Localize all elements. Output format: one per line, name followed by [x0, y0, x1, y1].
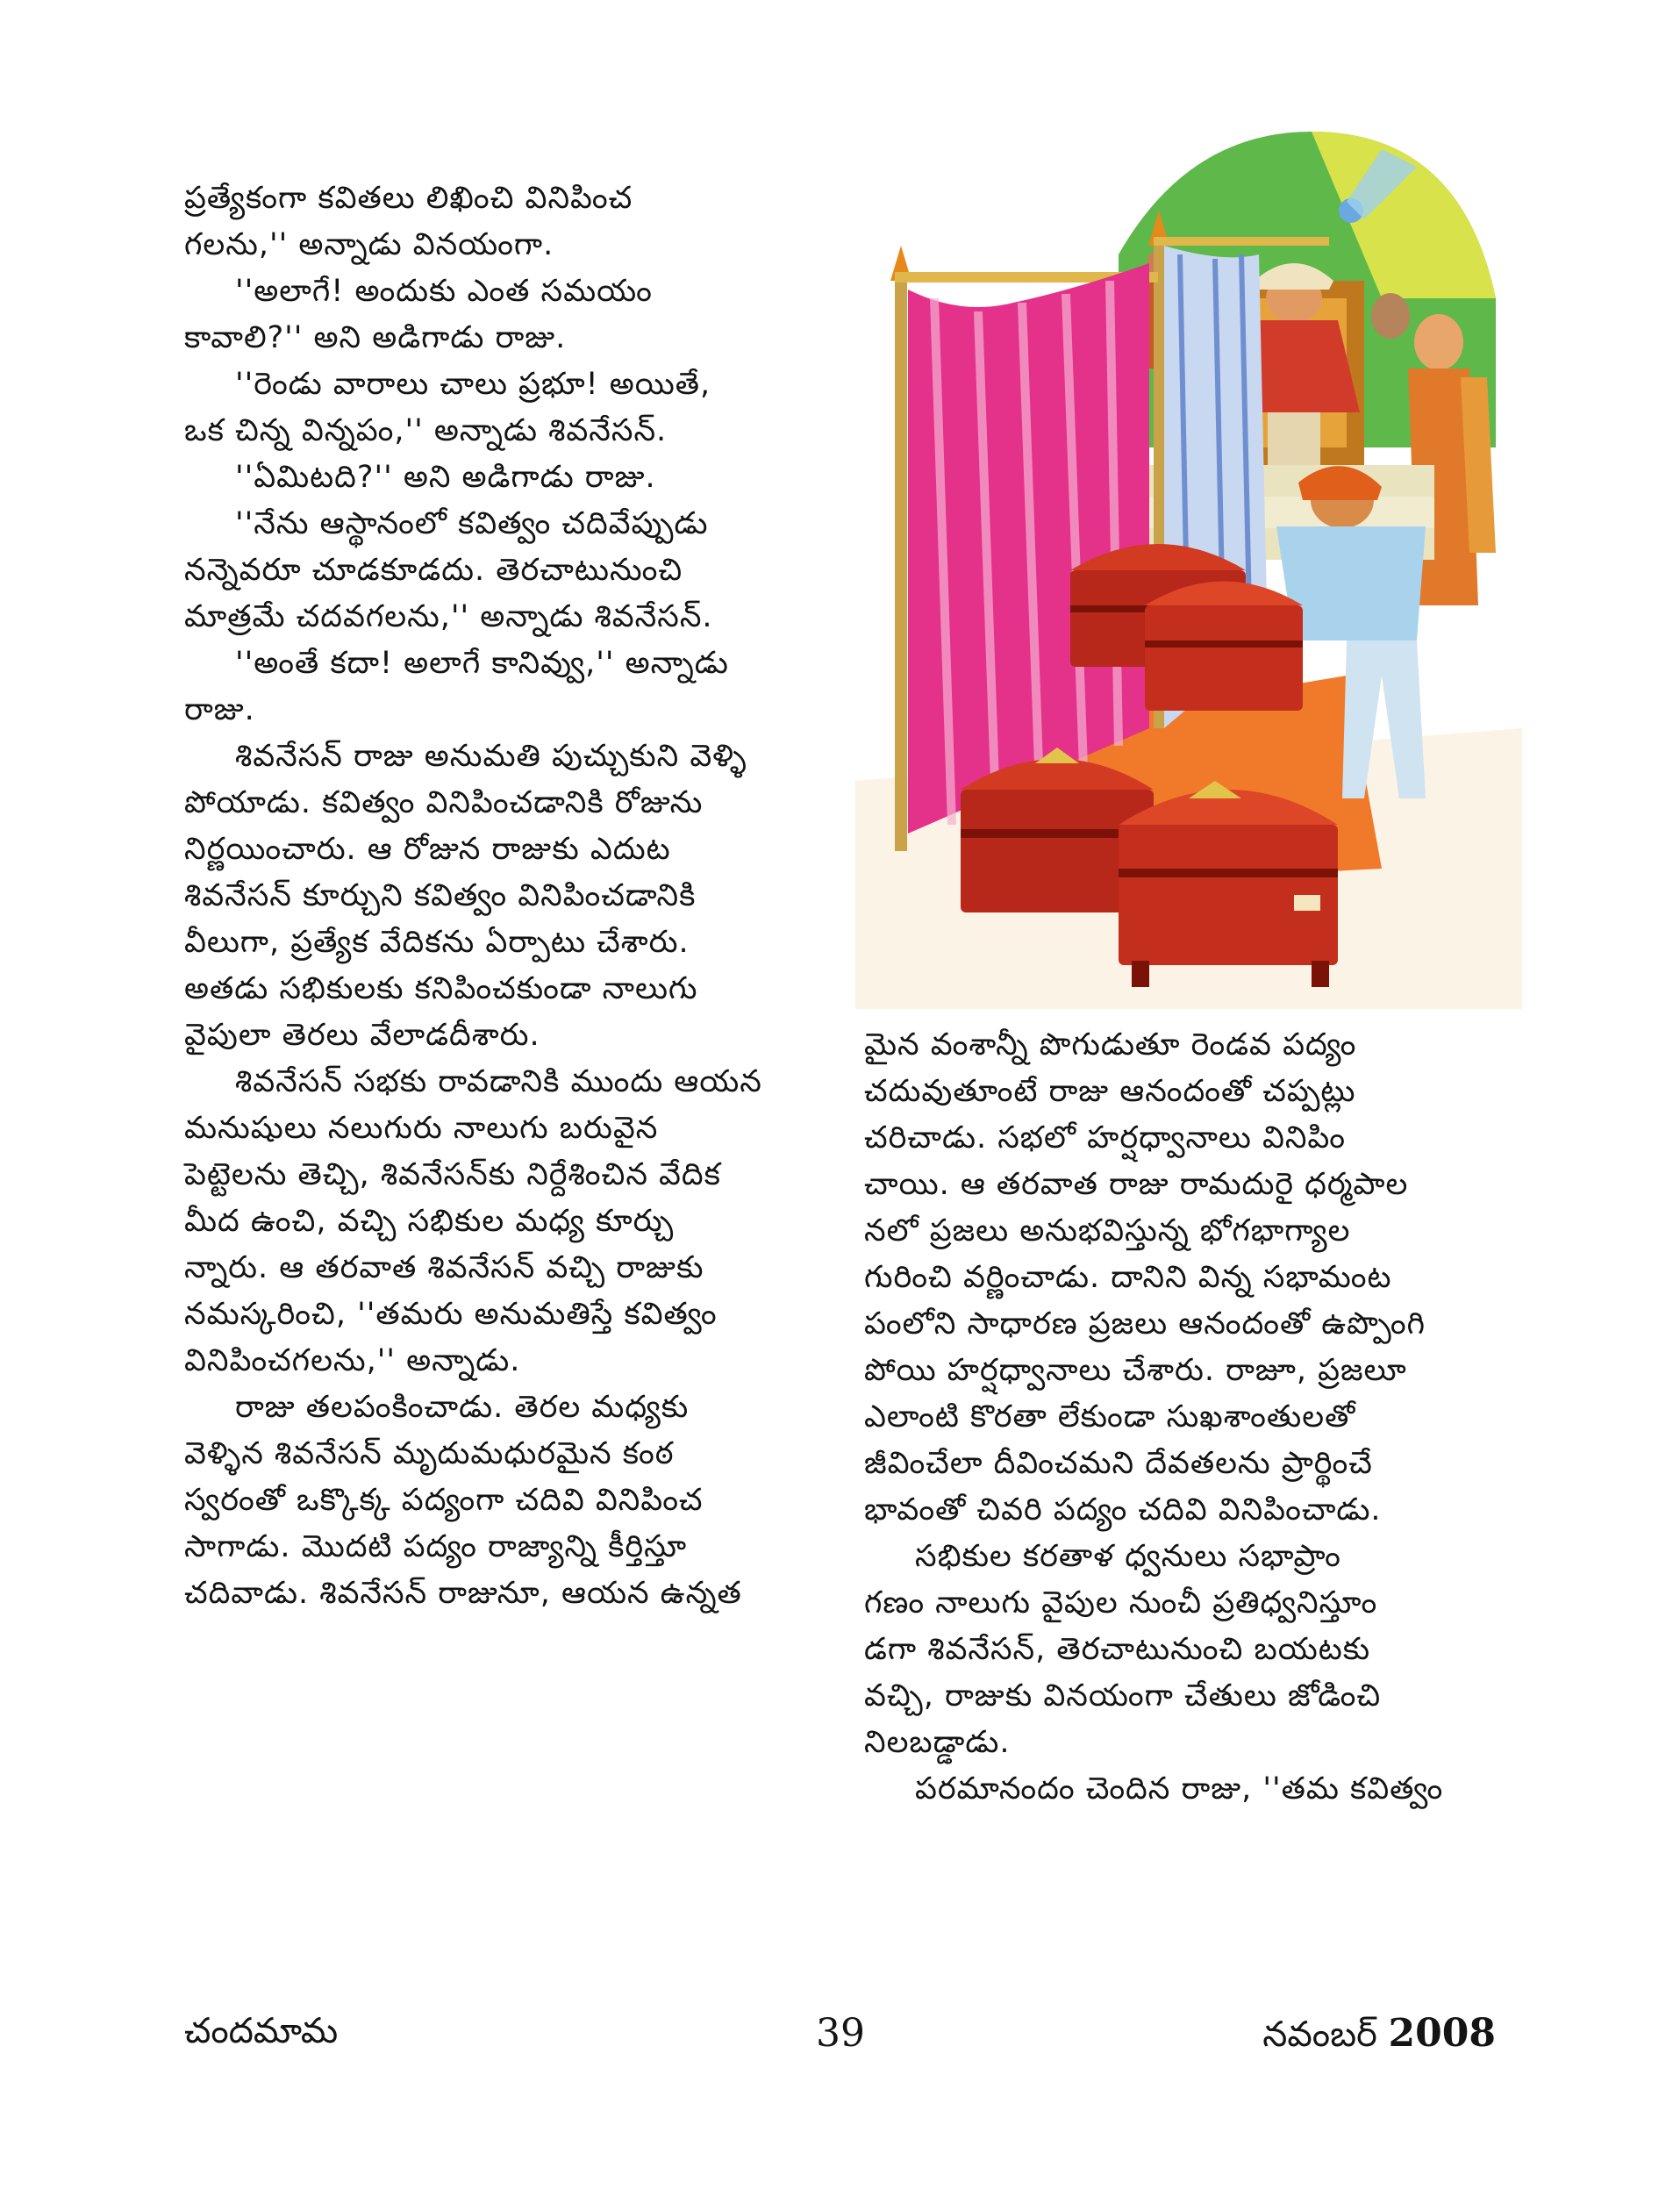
text-line: ''రెండు వారాలు చాలు ప్రభూ! అయితే,	[235, 367, 711, 402]
text-line: చాయి. ఆ తరవాత రాజు రామదురై ధర్మపాల	[864, 1167, 1409, 1202]
footer-issue-date	[1262, 2011, 1496, 2064]
text-line: పంలోని సాధారణ ప్రజలు ఆనందంతో ఉప్పొంగి	[864, 1306, 1426, 1342]
text-line: రాజు తలపంకించాడు. తెరల మధ్యకు	[235, 1390, 690, 1425]
text-line: సభికుల కరతాళ ధ్వనులు సభాప్రాం	[915, 1539, 1341, 1574]
text-line: వచ్చి, రాజుకు వినయంగా చేతులు జోడించి	[864, 1678, 1382, 1714]
court-scene-drawing	[855, 114, 1522, 1009]
text-line: వైపులా తెరలు వేలాడదీశారు.	[184, 1018, 540, 1053]
left-text-column	[184, 175, 833, 1617]
text-line: ''నేను ఆస్థానంలో కవిత్వం చదివేప్పుడు	[235, 506, 709, 541]
text-line: గురించి వర్ణించాడు. దానిని విన్న సభామంట	[864, 1260, 1392, 1295]
text-line: ప్రత్యేకంగా కవితలు లిఖించి వినిపించ	[184, 181, 633, 216]
text-line: రాజు.	[184, 692, 255, 727]
footer-magazine-name: చందమామ	[184, 2011, 339, 2051]
text-line: నమస్కరించి, ''తమరు అనుమతిస్తే కవిత్వం	[184, 1297, 718, 1332]
text-line: పరమానందం చెందిన రాజు, ''తమ కవిత్వం	[915, 1771, 1444, 1807]
text-line: స్వరంతో ఒక్కొక్క పద్యంగా చదివి వినిపించ	[184, 1483, 704, 1518]
curtain-post-left	[895, 272, 907, 851]
right-text-column	[864, 1022, 1496, 1813]
footer-page-number: 39	[816, 2011, 865, 2056]
text-line: ''ఏమిటది?'' అని అడిగాడు రాజు.	[235, 460, 656, 495]
text-line: నిర్ణయించారు. ఆ రోజున రాజుకు ఎదుట	[184, 832, 671, 867]
text-line: జీవించేలా దీవించమని దేవతలను ప్రార్థించే	[864, 1446, 1373, 1481]
text-line: డగా శివనేసన్, తెరచాటునుంచి బయటకు	[864, 1632, 1371, 1667]
text-line: ఎలాంటి కొరతా లేకుండా సుఖశాంతులతో	[864, 1399, 1356, 1435]
text-line: చదివాడు. శివనేసన్ రాజునూ, ఆయన ఉన్నత	[184, 1576, 742, 1611]
text-line: పెట్టెలను తెచ్చి, శివనేసన్‌కు నిర్దేశించిన వేదిక	[184, 1157, 721, 1192]
text-line: పోయాడు. కవిత్వం వినిపించడానికి రోజును	[184, 785, 704, 820]
text-line: చరిచాడు. సభలో హర్షధ్వానాలు వినిపిం	[864, 1120, 1347, 1156]
text-line: పోయి హర్షధ్వానాలు చేశారు. రాజూ, ప్రజలూ	[864, 1353, 1407, 1388]
text-line: నిలబడ్డాడు.	[864, 1725, 1011, 1760]
text-line: అతడు సభికులకు కనిపించకుండా నాలుగు	[184, 971, 698, 1006]
text-line: చదువుతూంటే రాజు ఆనందంతో చప్పట్లు	[864, 1074, 1356, 1109]
text-line: ఒక చిన్న విన్నపం,'' అన్నాడు శివనేసన్.	[184, 413, 668, 448]
text-line: నన్నెవరూ చూడకూడదు. తెరచాటునుంచి	[184, 553, 683, 588]
footer-year: 2008	[1388, 2011, 1496, 2056]
text-line: ''అలాగే! అందుకు ఎంత సమయం	[235, 274, 653, 309]
text-line: సాగాడు. మొదటి పద్యం రాజ్యాన్ని కీర్తిస్తూ	[184, 1529, 688, 1564]
text-line: శివనేసన్ రాజు అనుమతి పుచ్చుకుని వెళ్ళి	[235, 739, 747, 774]
text-line: మైన వంశాన్నీ పొగుడుతూ రెండవ పద్యం	[864, 1027, 1357, 1063]
text-line: వీలుగా, ప్రత్యేక వేదికను ఏర్పాటు చేశారు.	[184, 925, 690, 960]
text-line: మాత్రమే చదవగలను,'' అన్నాడు శివనేసన్.	[184, 599, 713, 634]
text-line: న్నారు. ఆ తరవాత శివనేసన్ వచ్చి రాజుకు	[184, 1250, 704, 1285]
text-line: గలను,'' అన్నాడు వినయంగా.	[184, 227, 554, 262]
text-line: శివనేసన్ కూర్చుని కవిత్వం వినిపించడానికి	[184, 878, 697, 913]
text-line: వెళ్ళిన శివనేసన్ మృదుమధురమైన కంఠ	[184, 1436, 675, 1471]
text-line: ''అంతే కదా! అలాగే కానివ్వు,'' అన్నాడు	[235, 646, 729, 681]
text-line: మనుషులు నలుగురు నాలుగు బరువైన	[184, 1111, 659, 1146]
text-line: భావంతో చివరి పద్యం చదివి వినిపించాడు.	[864, 1492, 1382, 1528]
text-line: వినిపించగలను,'' అన్నాడు.	[184, 1343, 521, 1378]
text-line: శివనేసన్ సభకు రావడానికి ముందు ఆయన	[235, 1064, 762, 1099]
text-line: కావాలి?'' అని అడిగాడు రాజు.	[184, 320, 567, 355]
text-line: మీద ఉంచి, వచ్చి సభికుల మధ్య కూర్చు	[184, 1204, 675, 1239]
text-line: గణం నాలుగు వైపుల నుంచీ ప్రతిధ్వనిస్తూం	[864, 1585, 1378, 1621]
text-line: నలో ప్రజలు అనుభవిస్తున్న భోగభాగ్యాల	[864, 1213, 1351, 1249]
footer-month: నవంబర్	[1262, 2014, 1377, 2055]
story-illustration	[855, 114, 1522, 1009]
